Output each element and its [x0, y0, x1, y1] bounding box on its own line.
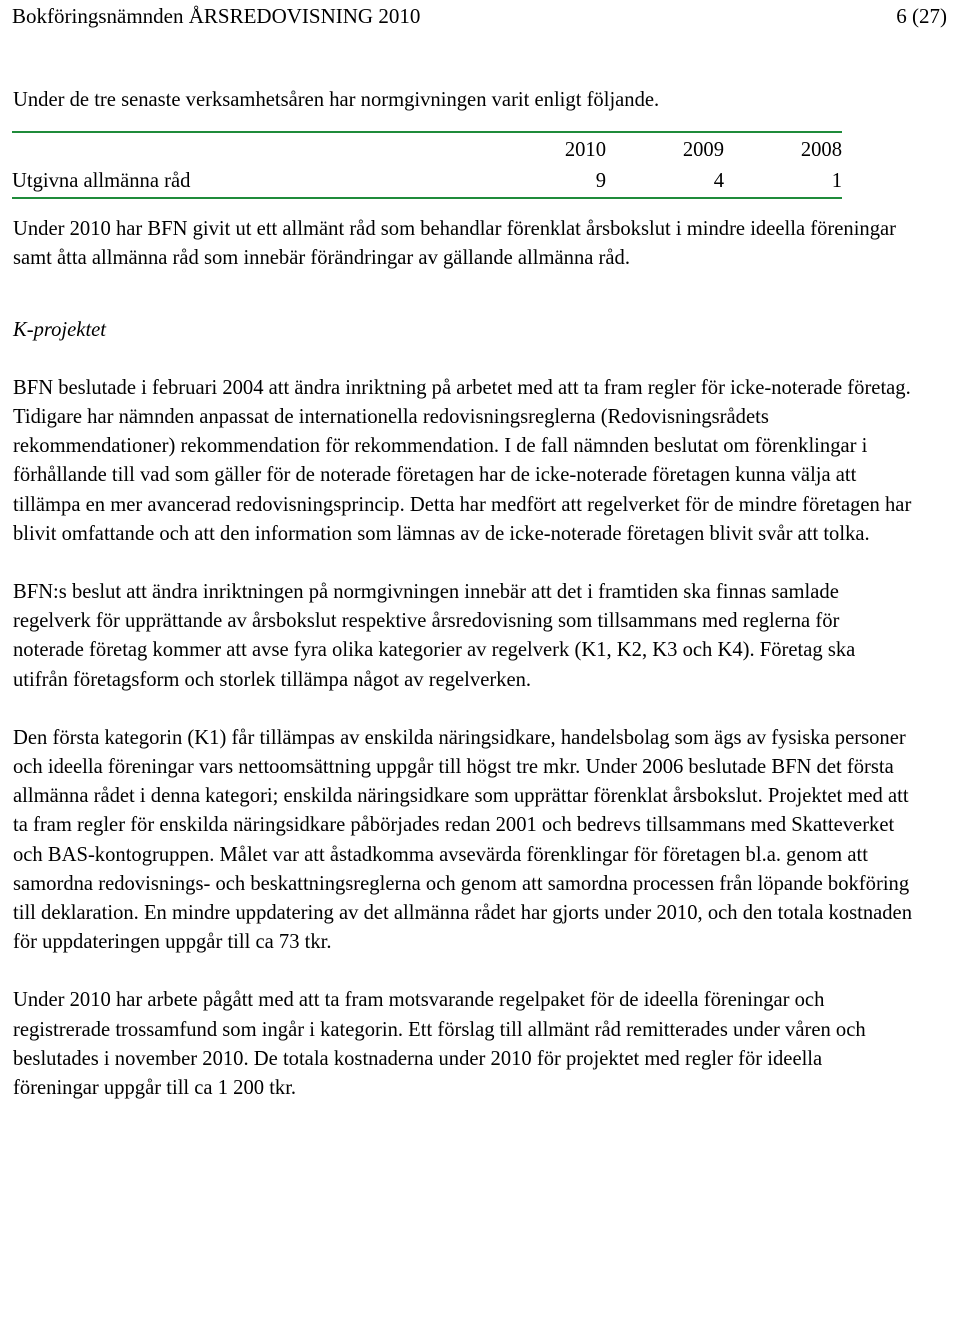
section-heading: K-projektet: [13, 318, 107, 341]
table-header-row: [12, 132, 842, 166]
intro-text: Under de tre senaste verksamhetsåren har normgivningen varit enligt följande.: [13, 89, 660, 111]
table-cell: 9: [595, 170, 606, 193]
table-cell: 1: [831, 170, 842, 193]
page-number: 6 (27): [896, 4, 947, 28]
table-header-label: [12, 132, 488, 166]
paragraph: Den första kategorin (K1) får tillämpas av enskilda näringsidkare, handelsbolag som ägs av fysiska personer och ideella föreningar vars nettoomsättning uppgår till högst tre mkr. Under 2006 beslutade BFN det första allmänna rådet i denna kategori; enskilda näringsidkare som upprättar förenklat årsbokslut. Projektet med att ta fram regler för enskilda näringsidkare påbörjades redan 2001 och bedrevs tillsammans med Skatteverket och BAS-kontogruppen. Målet var att åstadkomma avsevärda förenklingar för företagen bl.a. genom att samordna redovisnings- och beskattningsreglerna och genom att samordna processen från löpande bokföring till deklaration. En mindre uppdatering av det allmänna rådet har gjorts under 2010, och den totala kostnaden för uppdateringen uppgår till ca 73 tkr.: [13, 726, 912, 954]
paragraph: Under 2010 har arbete pågått med att ta fram motsvarande regelpaket för de ideella föreningar och registrerade trossamfund som ingår i kategorin. Ett förslag till allmänt råd remitterades under våren och beslutades i november 2010. De totala kostnaderna under 2010 för projektet med regler för ideella föreningar uppgår till ca 1 200 tkr.: [13, 989, 866, 1100]
table-header-year: 2010: [564, 139, 606, 162]
table-header-year: 2008: [800, 139, 842, 162]
document-title: Bokföringsnämnden ÅRSREDOVISNING 2010: [12, 4, 421, 28]
table-cell: 4: [713, 170, 724, 193]
paragraph: BFN beslutade i februari 2004 att ändra inriktning på arbetet med att ta fram regler för icke-noterade företag. Tidigare har nämnden anpassat de internationella redovisningsreglerna (Redovisningsrådets rekommendationer) rekommendation för rekommendation. I de fall nämnden beslutat om förenklingar i förhållande till vad som gäller för de noterade företagen har de icke-noterade företagen kunna välja att tillämpa en mer avancerad redovisningsprincip. Detta har medfört att regelverket för de mindre företagen har blivit omfattande och att den information som lämnas av de icke-noterade företagen blivit svår att tolka.: [13, 376, 912, 545]
document-body: [13, 86, 913, 1103]
table-header-year: 2009: [682, 139, 724, 162]
paragraph: Under 2010 har BFN givit ut ett allmänt råd som behandlar förenklat årsbokslut i mindre ideella föreningar samt åtta allmänna råd som innebär förändringar av gällande allmänna råd.: [13, 218, 897, 270]
paragraph: BFN:s beslut att ändra inriktningen på normgivningen innebär att det i framtiden ska finnas samlade regelverk för upprättande av årsbokslut respektive årsredovisning som tillsammans med reglerna för noterade företag kommer att avse fyra olika kategorier av regelverk (K1, K2, K3 och K4). Företag ska utifrån företagsform och storlek tillämpa något av regelverken.: [13, 581, 856, 691]
table-row-label: Utgivna allmänna råd: [12, 170, 191, 193]
norm-table: [12, 131, 842, 199]
table-row: [12, 166, 842, 198]
